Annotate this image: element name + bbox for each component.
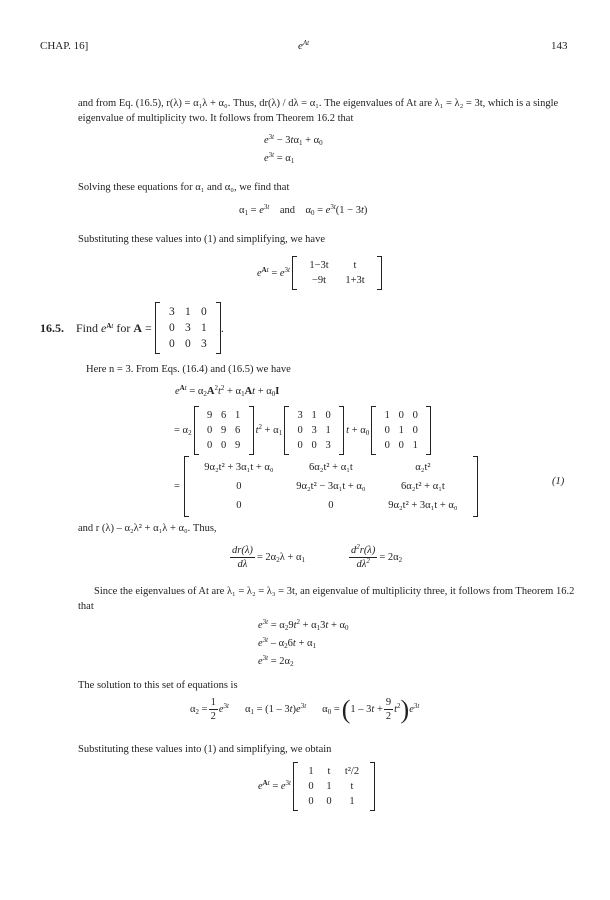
page-number: 143 <box>551 40 568 52</box>
solve-line: Solving these equations for α₁ and α₀, we find that <box>78 182 290 193</box>
subst-line2: Substituting these values into (1) and simplifying, we obtain <box>78 744 332 755</box>
result1-lhs: $e^{At} = e^{3t}$ <box>257 265 290 279</box>
para1-line1: and from Eq. (16.5), r(λ) = α₁λ + α₀. Thus, dr(λ) / dλ = α₁. The eigenvalues of At are λ₁ = λ₂ = 3t, which is a single <box>78 98 559 109</box>
matrix-A-squared-cell: 1 <box>234 410 241 421</box>
matrix-identity-cell: 1 <box>412 440 418 451</box>
matrix-A-cell: 3 <box>297 410 303 421</box>
expansion-line2: = $\alpha_2$ 9 6 1 0 9 6 0 0 9 $t^2 + \alpha_1$ 3 1 0 0 3 1 0 0 3 $t + \alpha_0$ 1 0 0 0 1 0 0 0 1 <box>174 406 431 455</box>
result2 <box>258 762 375 811</box>
matrix-A-squared <box>194 406 254 455</box>
problem-matrix-cell: 0 <box>184 338 191 350</box>
problem-matrix-cell: 3 <box>168 306 175 318</box>
matrix-combined <box>184 456 478 517</box>
result2-matrix-cell: t²/2 <box>344 766 360 777</box>
matrix-A-cell: 0 <box>297 425 303 436</box>
problem-matrix-cell: 3 <box>184 322 191 334</box>
matrix-A-squared-cell: 0 <box>206 440 213 451</box>
solution2: $\alpha_2$ = $\frac{1}{2}$ $e^{3t}$ $\alpha_1 = (1 - 3t)e^{3t}$ $\alpha_0$ = ( 1 – 3t + $\frac{9}{2}$ $t^2$ ) $e^{3t}$ <box>190 694 420 724</box>
matrix-A-cell: 1 <box>325 425 331 436</box>
para1-line2: eigenvalue of multiplicity two. It follows from Theorem 16.2 that <box>78 113 354 124</box>
system1-eq1: $e^{3t} - 3t\alpha_1 + \alpha_0$ <box>264 133 323 147</box>
matrix-A-cell: 0 <box>325 410 331 421</box>
result1-matrix-cell: −9t <box>311 275 327 286</box>
matrix-A-cell: 1 <box>311 410 317 421</box>
para2-line2: that <box>78 601 94 612</box>
matrix-identity-cell: 0 <box>384 425 390 436</box>
matrix-combined-cell: 9α₂t² + 3α₁t + α₀ <box>204 462 274 473</box>
running-head-left: CHAP. 16] <box>40 40 89 52</box>
result2-matrix-cell: 0 <box>326 796 332 807</box>
problem-matrix-cell: 0 <box>168 322 175 334</box>
matrix-combined-cell: 9α₂t² − 3α₁t + α₀ <box>296 481 366 492</box>
subst-line1: Substituting these values into (1) and simplifying, we have <box>78 234 326 245</box>
solution1: $\alpha_1 = e^{3t}$ and $\alpha_0 = e^{3t}(1 - 3t)$ <box>239 203 368 217</box>
result2-matrix-cell: 1 <box>308 766 314 777</box>
result2-matrix-cell: 0 <box>308 781 314 792</box>
matrix-combined-cell: 0 <box>236 500 242 511</box>
matrix-A-squared-cell: 6 <box>220 410 227 421</box>
result2-matrix-cell: t <box>327 766 331 777</box>
result2-matrix <box>293 762 375 811</box>
result2-lhs: $e^{At} = e^{3t}$ <box>258 779 291 792</box>
and-line: and r (λ) – α₂λ² + α₁λ + α₀. Thus, <box>78 523 217 534</box>
result2-matrix-cell: 1 <box>326 781 332 792</box>
matrix-A <box>284 406 344 455</box>
matrix-combined-cell: 6α₂t² + α₁t <box>401 481 445 492</box>
problem-matrix-cell: 0 <box>200 306 207 318</box>
matrix-combined-cell: 0 <box>236 481 242 492</box>
problem-matrix-cell: 3 <box>200 338 207 350</box>
expansion-line3: = 9α₂t² + 3α₁t + α₀ 6α₂t² + α₁t α₂t² 0 9α₂t² − 3α₁t + α₀ 6α₂t² + α₁t 0 0 9α₂t² + 3α₁t + α₀ <box>174 456 478 517</box>
system2-eq1: $e^{3t} = \alpha_29t^2 + \alpha_13t + \alpha_0$ <box>258 618 349 632</box>
problem-statement: Find $e^{At}$ for A = <box>76 320 152 335</box>
result1-matrix <box>292 256 382 290</box>
system1-eq2: $e^{3t} = \alpha_1$ <box>264 151 295 165</box>
equation-label-1: (1) <box>552 476 565 487</box>
result1-matrix-cell: 1−3t <box>309 260 329 271</box>
result2-matrix-cell: t <box>350 781 354 792</box>
matrix-A-squared-cell: 9 <box>234 440 241 451</box>
here-line: Here n = 3. From Eqs. (16.4) and (16.5) we have <box>86 364 291 375</box>
result1 <box>257 256 382 290</box>
matrix-A-squared-cell: 0 <box>220 440 227 451</box>
matrix-A-cell: 0 <box>297 440 303 451</box>
problem-number: 16.5. <box>40 320 64 335</box>
result1-matrix-cell: t <box>353 260 357 271</box>
problem-end: . <box>220 320 224 335</box>
matrix-A-squared-cell: 9 <box>220 425 227 436</box>
problem-matrix-cell: 1 <box>200 322 207 334</box>
matrix-identity-cell: 1 <box>398 425 404 436</box>
matrix-A-cell: 0 <box>311 440 317 451</box>
result1-matrix-cell: 1+3t <box>345 275 365 286</box>
matrix-identity <box>371 406 431 455</box>
matrix-identity-cell: 0 <box>384 440 390 451</box>
matrix-combined-cell: α₂t² <box>415 462 431 473</box>
matrix-identity-cell: 0 <box>398 440 404 451</box>
problem-matrix-cell: 1 <box>184 306 191 318</box>
matrix-A-squared-cell: 6 <box>234 425 241 436</box>
matrix-A-cell: 3 <box>311 425 317 436</box>
expansion-line1: $e^{At} = \alpha_2A^2t^2 + \alpha_1At + \alpha_0I$ <box>175 384 280 398</box>
matrix-identity-cell: 1 <box>384 410 390 421</box>
matrix-A-squared-cell: 0 <box>206 425 213 436</box>
matrix-A-cell: 3 <box>325 440 331 451</box>
problem-matrix-cell: 0 <box>168 338 175 350</box>
result2-matrix-cell: 1 <box>349 796 355 807</box>
matrix-identity-cell: 0 <box>412 425 418 436</box>
para2-line1: Since the eigenvalues of At are λ₁ = λ₂ = λ₃ = 3t, an eigenvalue of multiplicity three, it follows from Theorem 16.2 <box>94 586 575 597</box>
system2-eq3: $e^{3t} = 2\alpha_2$ <box>258 654 294 668</box>
solution-line: The solution to this set of equations is <box>78 680 238 691</box>
derivative-equations: $\frac{dr(\lambda)}{d\lambda}$ = $2\alpha_2\lambda + \alpha_1$ $\frac{d^2r(\lambda)}{d\lambda^2}$ = $2\alpha_2$ <box>232 543 403 570</box>
matrix-combined-cell: 0 <box>328 500 334 511</box>
matrix-identity-cell: 0 <box>412 410 418 421</box>
matrix-combined-cell: 6α₂t² + α₁t <box>309 462 353 473</box>
problem-matrix <box>155 302 221 354</box>
matrix-A-squared-cell: 9 <box>206 410 213 421</box>
matrix-identity-cell: 0 <box>398 410 404 421</box>
running-head-center: $e^{At}$ <box>298 39 310 52</box>
system2-eq2: $e^{3t} - \alpha_26t + \alpha_1$ <box>258 636 316 650</box>
result2-matrix-cell: 0 <box>308 796 314 807</box>
problem-16-5 <box>40 302 224 354</box>
and-word: and <box>279 205 295 216</box>
matrix-combined-cell: 9α₂t² + 3α₁t + α₀ <box>388 500 458 511</box>
